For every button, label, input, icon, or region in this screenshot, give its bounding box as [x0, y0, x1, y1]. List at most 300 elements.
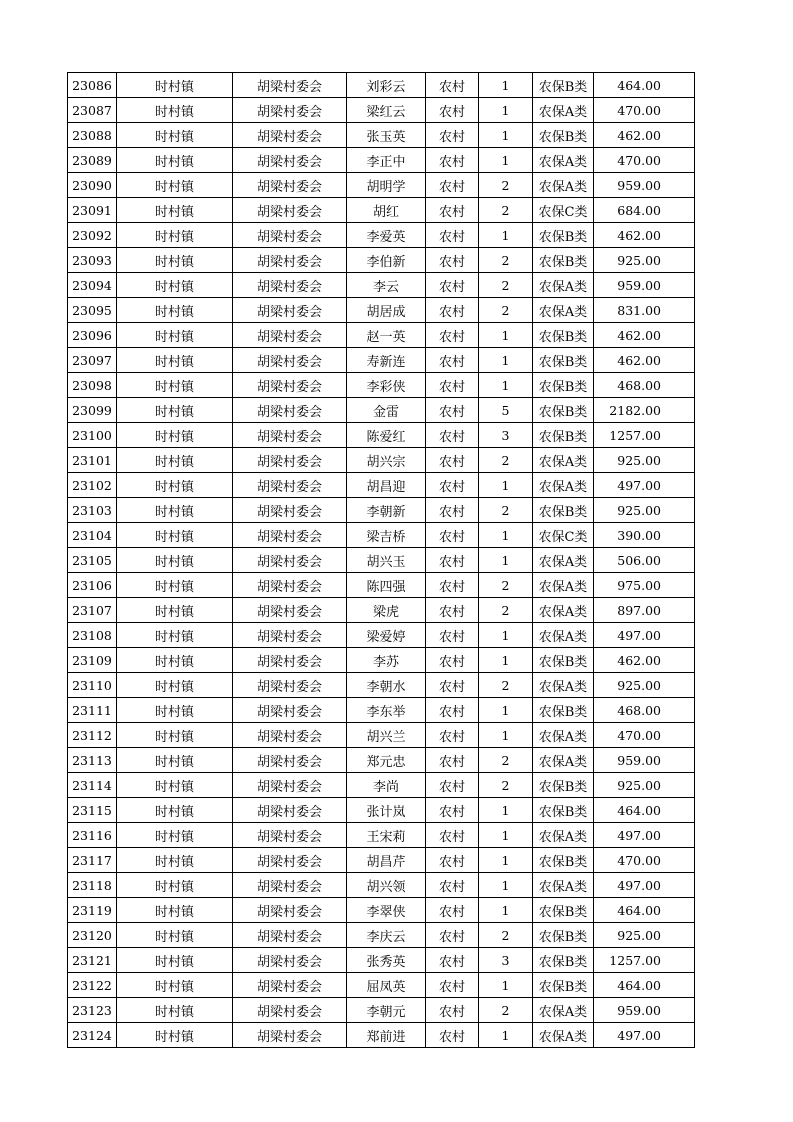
household-size-cell: 1 [479, 98, 533, 123]
table-row [68, 798, 695, 823]
record-id-cell: 23105 [68, 548, 117, 573]
table-row [68, 548, 695, 573]
name-cell: 赵一英 [347, 323, 426, 348]
record-id-cell: 23109 [68, 648, 117, 673]
town-cell: 时村镇 [117, 598, 233, 623]
name-cell: 李伯新 [347, 248, 426, 273]
village-committee-cell: 胡梁村委会 [233, 98, 347, 123]
table-row [68, 598, 695, 623]
amount-cell: 470.00 [594, 723, 695, 748]
town-cell: 时村镇 [117, 98, 233, 123]
record-id-cell: 23115 [68, 798, 117, 823]
amount-cell: 959.00 [594, 273, 695, 298]
insurance-category-cell: 农保A类 [533, 448, 594, 473]
amount-cell: 470.00 [594, 848, 695, 873]
amount-cell: 959.00 [594, 998, 695, 1023]
household-size-cell: 1 [479, 698, 533, 723]
insurance-category-cell: 农保A类 [533, 298, 594, 323]
household-size-cell: 1 [479, 873, 533, 898]
household-size-cell: 1 [479, 898, 533, 923]
village-committee-cell: 胡梁村委会 [233, 348, 347, 373]
household-size-cell: 1 [479, 1023, 533, 1048]
amount-cell: 462.00 [594, 348, 695, 373]
amount-cell: 831.00 [594, 298, 695, 323]
area-type-cell: 农村 [426, 573, 479, 598]
insurance-category-cell: 农保A类 [533, 873, 594, 898]
amount-cell: 464.00 [594, 973, 695, 998]
amount-cell: 975.00 [594, 573, 695, 598]
amount-cell: 390.00 [594, 523, 695, 548]
amount-cell: 925.00 [594, 498, 695, 523]
insurance-category-cell: 农保C类 [533, 198, 594, 223]
insurance-category-cell: 农保A类 [533, 98, 594, 123]
household-size-cell: 1 [479, 723, 533, 748]
table-row [68, 73, 695, 98]
insurance-category-cell: 农保B类 [533, 898, 594, 923]
record-id-cell: 23097 [68, 348, 117, 373]
amount-cell: 1257.00 [594, 423, 695, 448]
insurance-category-cell: 农保B类 [533, 648, 594, 673]
record-id-cell: 23120 [68, 923, 117, 948]
area-type-cell: 农村 [426, 98, 479, 123]
village-committee-cell: 胡梁村委会 [233, 548, 347, 573]
village-committee-cell: 胡梁村委会 [233, 198, 347, 223]
village-committee-cell: 胡梁村委会 [233, 498, 347, 523]
table-row [68, 173, 695, 198]
household-size-cell: 2 [479, 598, 533, 623]
table-row [68, 1023, 695, 1048]
amount-cell: 470.00 [594, 148, 695, 173]
table-row [68, 348, 695, 373]
table-row [68, 873, 695, 898]
amount-cell: 462.00 [594, 323, 695, 348]
name-cell: 胡兴兰 [347, 723, 426, 748]
name-cell: 梁红云 [347, 98, 426, 123]
table-row [68, 923, 695, 948]
amount-cell: 959.00 [594, 173, 695, 198]
amount-cell: 468.00 [594, 698, 695, 723]
town-cell: 时村镇 [117, 998, 233, 1023]
town-cell: 时村镇 [117, 448, 233, 473]
area-type-cell: 农村 [426, 248, 479, 273]
insurance-category-cell: 农保B类 [533, 223, 594, 248]
insurance-category-cell: 农保A类 [533, 173, 594, 198]
name-cell: 陈四强 [347, 573, 426, 598]
household-size-cell: 1 [479, 648, 533, 673]
area-type-cell: 农村 [426, 898, 479, 923]
area-type-cell: 农村 [426, 173, 479, 198]
table-row [68, 748, 695, 773]
town-cell: 时村镇 [117, 523, 233, 548]
village-committee-cell: 胡梁村委会 [233, 898, 347, 923]
name-cell: 胡明学 [347, 173, 426, 198]
record-id-cell: 23099 [68, 398, 117, 423]
record-id-cell: 23100 [68, 423, 117, 448]
name-cell: 刘彩云 [347, 73, 426, 98]
insurance-category-cell: 农保A类 [533, 573, 594, 598]
village-committee-cell: 胡梁村委会 [233, 598, 347, 623]
name-cell: 屈凤英 [347, 973, 426, 998]
village-committee-cell: 胡梁村委会 [233, 123, 347, 148]
area-type-cell: 农村 [426, 273, 479, 298]
table-row [68, 423, 695, 448]
town-cell: 时村镇 [117, 898, 233, 923]
amount-cell: 497.00 [594, 873, 695, 898]
insurance-category-cell: 农保B类 [533, 123, 594, 148]
record-id-cell: 23101 [68, 448, 117, 473]
town-cell: 时村镇 [117, 773, 233, 798]
name-cell: 李尚 [347, 773, 426, 798]
area-type-cell: 农村 [426, 148, 479, 173]
household-size-cell: 1 [479, 323, 533, 348]
name-cell: 梁虎 [347, 598, 426, 623]
town-cell: 时村镇 [117, 148, 233, 173]
record-id-cell: 23107 [68, 598, 117, 623]
record-id-cell: 23086 [68, 73, 117, 98]
table-row [68, 648, 695, 673]
area-type-cell: 农村 [426, 948, 479, 973]
household-size-cell: 2 [479, 923, 533, 948]
amount-cell: 462.00 [594, 648, 695, 673]
town-cell: 时村镇 [117, 798, 233, 823]
insurance-category-cell: 农保A类 [533, 473, 594, 498]
town-cell: 时村镇 [117, 423, 233, 448]
village-committee-cell: 胡梁村委会 [233, 73, 347, 98]
record-id-cell: 23092 [68, 223, 117, 248]
name-cell: 郑前进 [347, 1023, 426, 1048]
record-id-cell: 23103 [68, 498, 117, 523]
village-committee-cell: 胡梁村委会 [233, 848, 347, 873]
household-size-cell: 1 [479, 223, 533, 248]
village-committee-cell: 胡梁村委会 [233, 323, 347, 348]
record-id-cell: 23124 [68, 1023, 117, 1048]
amount-cell: 684.00 [594, 198, 695, 223]
amount-cell: 959.00 [594, 748, 695, 773]
insurance-category-cell: 农保B类 [533, 498, 594, 523]
town-cell: 时村镇 [117, 623, 233, 648]
area-type-cell: 农村 [426, 848, 479, 873]
insurance-category-cell: 农保A类 [533, 723, 594, 748]
village-committee-cell: 胡梁村委会 [233, 148, 347, 173]
area-type-cell: 农村 [426, 998, 479, 1023]
area-type-cell: 农村 [426, 648, 479, 673]
household-size-cell: 2 [479, 773, 533, 798]
table-row [68, 148, 695, 173]
household-size-cell: 3 [479, 423, 533, 448]
household-size-cell: 2 [479, 198, 533, 223]
amount-cell: 464.00 [594, 73, 695, 98]
record-id-cell: 23119 [68, 898, 117, 923]
household-size-cell: 2 [479, 673, 533, 698]
village-committee-cell: 胡梁村委会 [233, 248, 347, 273]
name-cell: 李翠侠 [347, 898, 426, 923]
table-row [68, 573, 695, 598]
household-size-cell: 2 [479, 748, 533, 773]
record-id-cell: 23091 [68, 198, 117, 223]
area-type-cell: 农村 [426, 923, 479, 948]
insurance-category-cell: 农保A类 [533, 148, 594, 173]
name-cell: 金雷 [347, 398, 426, 423]
town-cell: 时村镇 [117, 73, 233, 98]
area-type-cell: 农村 [426, 523, 479, 548]
record-id-cell: 23096 [68, 323, 117, 348]
name-cell: 李正中 [347, 148, 426, 173]
village-committee-cell: 胡梁村委会 [233, 423, 347, 448]
name-cell: 梁吉桥 [347, 523, 426, 548]
area-type-cell: 农村 [426, 1023, 479, 1048]
record-id-cell: 23095 [68, 298, 117, 323]
village-committee-cell: 胡梁村委会 [233, 773, 347, 798]
record-id-cell: 23102 [68, 473, 117, 498]
town-cell: 时村镇 [117, 248, 233, 273]
household-size-cell: 1 [479, 848, 533, 873]
town-cell: 时村镇 [117, 923, 233, 948]
area-type-cell: 农村 [426, 123, 479, 148]
town-cell: 时村镇 [117, 848, 233, 873]
amount-cell: 497.00 [594, 1023, 695, 1048]
town-cell: 时村镇 [117, 548, 233, 573]
town-cell: 时村镇 [117, 223, 233, 248]
town-cell: 时村镇 [117, 498, 233, 523]
record-id-cell: 23114 [68, 773, 117, 798]
insurance-category-cell: 农保B类 [533, 323, 594, 348]
area-type-cell: 农村 [426, 423, 479, 448]
name-cell: 胡兴领 [347, 873, 426, 898]
name-cell: 张秀英 [347, 948, 426, 973]
village-committee-cell: 胡梁村委会 [233, 173, 347, 198]
village-committee-cell: 胡梁村委会 [233, 623, 347, 648]
village-committee-cell: 胡梁村委会 [233, 523, 347, 548]
village-committee-cell: 胡梁村委会 [233, 948, 347, 973]
table-row [68, 323, 695, 348]
village-committee-cell: 胡梁村委会 [233, 473, 347, 498]
household-size-cell: 2 [479, 998, 533, 1023]
table-row [68, 298, 695, 323]
area-type-cell: 农村 [426, 348, 479, 373]
insurance-category-cell: 农保A类 [533, 548, 594, 573]
household-size-cell: 2 [479, 248, 533, 273]
village-committee-cell: 胡梁村委会 [233, 873, 347, 898]
record-id-cell: 23121 [68, 948, 117, 973]
benefit-table [67, 72, 695, 1048]
insurance-category-cell: 农保B类 [533, 73, 594, 98]
table-row [68, 523, 695, 548]
name-cell: 李云 [347, 273, 426, 298]
name-cell: 李庆云 [347, 923, 426, 948]
household-size-cell: 3 [479, 948, 533, 973]
table-row [68, 848, 695, 873]
record-id-cell: 23087 [68, 98, 117, 123]
insurance-category-cell: 农保B类 [533, 348, 594, 373]
town-cell: 时村镇 [117, 198, 233, 223]
insurance-category-cell: 农保A类 [533, 598, 594, 623]
table-row [68, 998, 695, 1023]
town-cell: 时村镇 [117, 373, 233, 398]
area-type-cell: 农村 [426, 823, 479, 848]
record-id-cell: 23123 [68, 998, 117, 1023]
amount-cell: 1257.00 [594, 948, 695, 973]
amount-cell: 462.00 [594, 123, 695, 148]
insurance-category-cell: 农保B类 [533, 798, 594, 823]
town-cell: 时村镇 [117, 123, 233, 148]
name-cell: 胡昌芹 [347, 848, 426, 873]
insurance-category-cell: 农保A类 [533, 748, 594, 773]
village-committee-cell: 胡梁村委会 [233, 673, 347, 698]
insurance-category-cell: 农保B类 [533, 373, 594, 398]
household-size-cell: 2 [479, 573, 533, 598]
amount-cell: 462.00 [594, 223, 695, 248]
household-size-cell: 1 [479, 73, 533, 98]
name-cell: 李朝元 [347, 998, 426, 1023]
village-committee-cell: 胡梁村委会 [233, 748, 347, 773]
village-committee-cell: 胡梁村委会 [233, 398, 347, 423]
household-size-cell: 2 [479, 173, 533, 198]
town-cell: 时村镇 [117, 348, 233, 373]
table-row [68, 198, 695, 223]
name-cell: 梁爱婷 [347, 623, 426, 648]
table-row [68, 623, 695, 648]
area-type-cell: 农村 [426, 973, 479, 998]
town-cell: 时村镇 [117, 573, 233, 598]
household-size-cell: 1 [479, 823, 533, 848]
amount-cell: 2182.00 [594, 398, 695, 423]
town-cell: 时村镇 [117, 1023, 233, 1048]
town-cell: 时村镇 [117, 298, 233, 323]
village-committee-cell: 胡梁村委会 [233, 923, 347, 948]
table-row [68, 273, 695, 298]
household-size-cell: 2 [479, 298, 533, 323]
village-committee-cell: 胡梁村委会 [233, 723, 347, 748]
record-id-cell: 23112 [68, 723, 117, 748]
table-row [68, 248, 695, 273]
household-size-cell: 1 [479, 523, 533, 548]
village-committee-cell: 胡梁村委会 [233, 1023, 347, 1048]
insurance-category-cell: 农保B类 [533, 773, 594, 798]
table-row [68, 673, 695, 698]
village-committee-cell: 胡梁村委会 [233, 448, 347, 473]
village-committee-cell: 胡梁村委会 [233, 698, 347, 723]
name-cell: 胡兴宗 [347, 448, 426, 473]
town-cell: 时村镇 [117, 648, 233, 673]
insurance-category-cell: 农保B类 [533, 248, 594, 273]
insurance-category-cell: 农保A类 [533, 823, 594, 848]
insurance-category-cell: 农保A类 [533, 673, 594, 698]
insurance-category-cell: 农保A类 [533, 1023, 594, 1048]
amount-cell: 925.00 [594, 773, 695, 798]
name-cell: 李朝水 [347, 673, 426, 698]
table-row [68, 898, 695, 923]
record-id-cell: 23090 [68, 173, 117, 198]
village-committee-cell: 胡梁村委会 [233, 373, 347, 398]
amount-cell: 497.00 [594, 473, 695, 498]
record-id-cell: 23111 [68, 698, 117, 723]
area-type-cell: 农村 [426, 198, 479, 223]
table-row [68, 723, 695, 748]
area-type-cell: 农村 [426, 873, 479, 898]
town-cell: 时村镇 [117, 723, 233, 748]
table-row [68, 373, 695, 398]
name-cell: 李彩侠 [347, 373, 426, 398]
town-cell: 时村镇 [117, 273, 233, 298]
record-id-cell: 23110 [68, 673, 117, 698]
area-type-cell: 农村 [426, 773, 479, 798]
table-row [68, 223, 695, 248]
table-row [68, 698, 695, 723]
amount-cell: 925.00 [594, 673, 695, 698]
area-type-cell: 农村 [426, 73, 479, 98]
area-type-cell: 农村 [426, 698, 479, 723]
area-type-cell: 农村 [426, 598, 479, 623]
village-committee-cell: 胡梁村委会 [233, 273, 347, 298]
insurance-category-cell: 农保B类 [533, 698, 594, 723]
table-row [68, 398, 695, 423]
household-size-cell: 1 [479, 123, 533, 148]
household-size-cell: 2 [479, 448, 533, 473]
name-cell: 胡昌迎 [347, 473, 426, 498]
amount-cell: 497.00 [594, 823, 695, 848]
table-row [68, 123, 695, 148]
table-row [68, 498, 695, 523]
record-id-cell: 23116 [68, 823, 117, 848]
name-cell: 李苏 [347, 648, 426, 673]
record-id-cell: 23113 [68, 748, 117, 773]
amount-cell: 506.00 [594, 548, 695, 573]
insurance-category-cell: 农保B类 [533, 423, 594, 448]
village-committee-cell: 胡梁村委会 [233, 648, 347, 673]
record-id-cell: 23117 [68, 848, 117, 873]
table-row [68, 773, 695, 798]
record-id-cell: 23118 [68, 873, 117, 898]
area-type-cell: 农村 [426, 623, 479, 648]
insurance-category-cell: 农保A类 [533, 273, 594, 298]
record-id-cell: 23094 [68, 273, 117, 298]
town-cell: 时村镇 [117, 398, 233, 423]
town-cell: 时村镇 [117, 748, 233, 773]
insurance-category-cell: 农保B类 [533, 948, 594, 973]
area-type-cell: 农村 [426, 748, 479, 773]
area-type-cell: 农村 [426, 373, 479, 398]
area-type-cell: 农村 [426, 298, 479, 323]
town-cell: 时村镇 [117, 823, 233, 848]
record-id-cell: 23093 [68, 248, 117, 273]
village-committee-cell: 胡梁村委会 [233, 298, 347, 323]
amount-cell: 925.00 [594, 448, 695, 473]
insurance-category-cell: 农保B类 [533, 848, 594, 873]
village-committee-cell: 胡梁村委会 [233, 998, 347, 1023]
name-cell: 王宋莉 [347, 823, 426, 848]
insurance-category-cell: 农保B类 [533, 973, 594, 998]
area-type-cell: 农村 [426, 323, 479, 348]
village-committee-cell: 胡梁村委会 [233, 973, 347, 998]
household-size-cell: 1 [479, 373, 533, 398]
record-id-cell: 23098 [68, 373, 117, 398]
amount-cell: 925.00 [594, 248, 695, 273]
household-size-cell: 1 [479, 798, 533, 823]
name-cell: 寿新连 [347, 348, 426, 373]
village-committee-cell: 胡梁村委会 [233, 223, 347, 248]
name-cell: 李东举 [347, 698, 426, 723]
amount-cell: 464.00 [594, 898, 695, 923]
area-type-cell: 农村 [426, 498, 479, 523]
table-body [68, 73, 695, 1048]
name-cell: 胡红 [347, 198, 426, 223]
amount-cell: 464.00 [594, 798, 695, 823]
name-cell: 张计岚 [347, 798, 426, 823]
town-cell: 时村镇 [117, 948, 233, 973]
record-id-cell: 23106 [68, 573, 117, 598]
amount-cell: 470.00 [594, 98, 695, 123]
area-type-cell: 农村 [426, 673, 479, 698]
